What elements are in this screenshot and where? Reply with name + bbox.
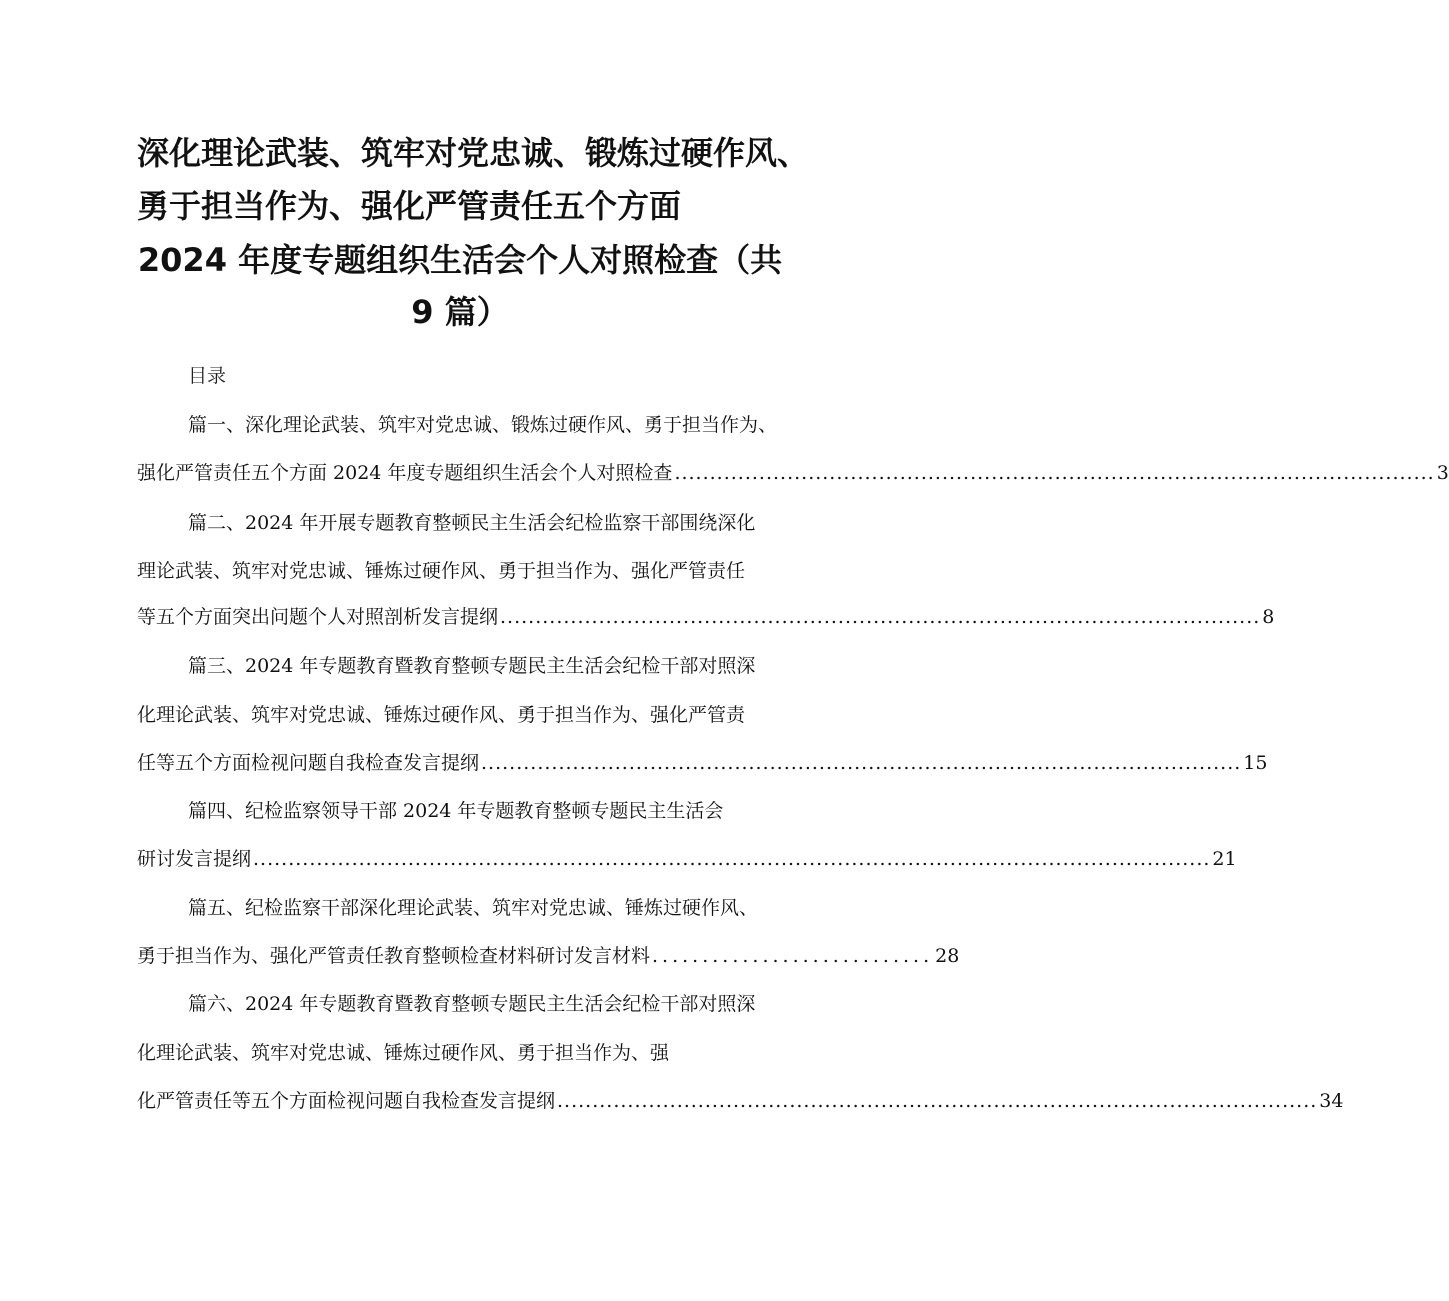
document-title-line-3: 2024 年度专题组织生活会个人对照检查（共: [137, 241, 783, 279]
toc-entry-text: 强化严管责任五个方面 2024 年度专题组织生活会个人对照检查: [137, 462, 673, 484]
toc-leader-dots: ............................: [652, 945, 934, 967]
toc-leader-dots: ............................................................................................................: [557, 1090, 1318, 1112]
toc-leader-dots: ............................................................................................................: [500, 606, 1261, 628]
toc-leader-dots: ............................................................................................................: [481, 752, 1242, 774]
toc-entry-last-line: [137, 941, 960, 971]
toc-heading: 目录: [188, 365, 227, 387]
toc-leader-dots: ........................................................................................................................................: [253, 848, 1211, 870]
toc-entry-last-line: [137, 1086, 1344, 1116]
toc-entry-last-line: [137, 844, 1237, 874]
toc-entry-line: 篇一、深化理论武装、筑牢对党忠诚、锻炼过硬作风、勇于担当作为、: [188, 414, 778, 436]
toc-page-number: 15: [1243, 752, 1268, 774]
toc-page-number: 8: [1262, 606, 1275, 628]
document-title-line-4: 9 篇）: [411, 293, 509, 331]
toc-entry-line: 篇四、纪检监察领导干部 2024 年专题教育整顿专题民主生活会: [188, 800, 724, 822]
toc-entry-line: 理论武装、筑牢对党忠诚、锤炼过硬作风、勇于担当作为、强化严管责任: [137, 560, 746, 582]
toc-entry-line: 篇二、2024 年开展专题教育整顿民主生活会纪检监察干部围绕深化: [188, 512, 756, 534]
toc-entry-line: 篇六、2024 年专题教育暨教育整顿专题民主生活会纪检干部对照深: [188, 993, 756, 1015]
toc-page-number: 34: [1319, 1090, 1344, 1112]
toc-entry-line: 篇三、2024 年专题教育暨教育整顿专题民主生活会纪检干部对照深: [188, 655, 756, 677]
toc-entry-text: 研讨发言提纲: [137, 848, 252, 870]
toc-entry-last-line: [137, 602, 1275, 632]
toc-entry-text: 勇于担当作为、强化严管责任教育整顿检查材料研讨发言材料: [137, 945, 651, 967]
toc-entry-line: 化理论武装、筑牢对党忠诚、锤炼过硬作风、勇于担当作为、强: [137, 1042, 670, 1064]
document-title-line-1: 深化理论武装、筑牢对党忠诚、锻炼过硬作风、: [137, 134, 810, 172]
document-title-line-2: 勇于担当作为、强化严管责任五个方面: [137, 187, 682, 225]
toc-entry-line: 化理论武装、筑牢对党忠诚、锤炼过硬作风、勇于担当作为、强化严管责: [137, 704, 746, 726]
toc-entry-last-line: [137, 748, 1268, 778]
toc-entry-text: 等五个方面突出问题个人对照剖析发言提纲: [137, 606, 499, 628]
toc-page-number: 21: [1212, 848, 1237, 870]
toc-entry-text: 化严管责任等五个方面检视问题自我检查发言提纲: [137, 1090, 556, 1112]
toc-entry-text: 任等五个方面检视问题自我检查发言提纲: [137, 752, 480, 774]
toc-page-number: 3: [1436, 462, 1449, 484]
toc-entry-line: 篇五、纪检监察干部深化理论武装、筑牢对党忠诚、锤炼过硬作风、: [188, 897, 759, 919]
toc-entry-last-line: [137, 458, 1449, 488]
toc-page-number: 28: [935, 945, 960, 967]
toc-leader-dots: ............................................................................................................: [674, 462, 1435, 484]
